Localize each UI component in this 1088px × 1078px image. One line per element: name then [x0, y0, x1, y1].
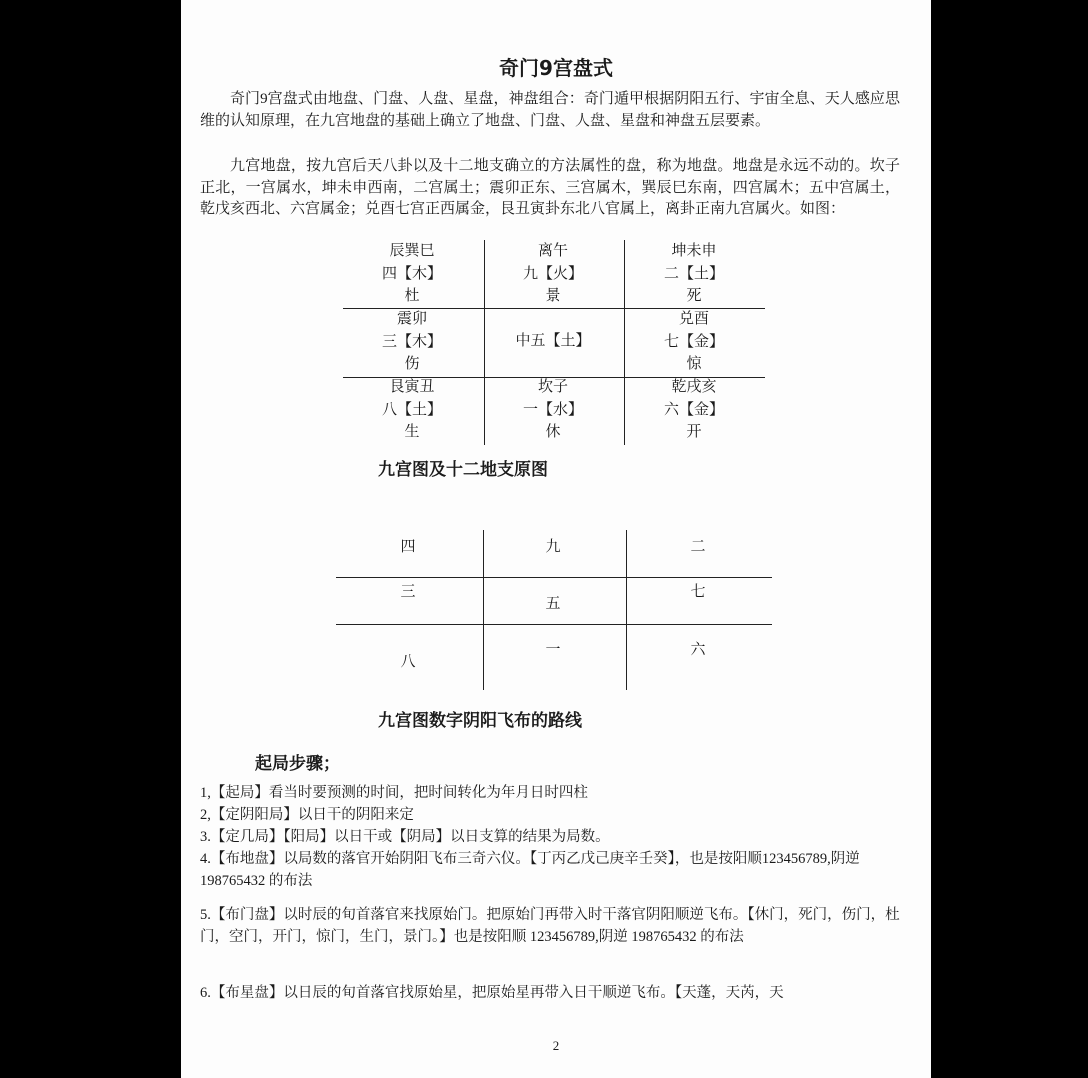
grid-divider: [483, 530, 484, 690]
palace-cell: [634, 376, 754, 444]
step-item: 1,【起局】看当时要预测的时间，把时间转化为年月日时四柱: [200, 785, 588, 801]
grid-divider: [626, 530, 627, 690]
palace-number: 四: [400, 539, 416, 555]
palace-door: 死: [686, 288, 702, 304]
palace-door: 生: [404, 424, 420, 440]
palace-cell: [352, 308, 472, 376]
palace-number-element: 一【水】: [522, 401, 583, 418]
palace-cell: [634, 308, 754, 376]
palace-cell: [634, 240, 754, 308]
step-item: 3.【定几局】【阳局】以日干或【阴局】以日支算的结果为局数。: [200, 829, 610, 845]
palace-cell: [352, 240, 472, 308]
grid-divider: [484, 240, 485, 445]
paragraph-earth-plate: 九宫地盘，按九宫后天八卦以及十二地支确立的方法属性的盘，称为地盘。地盘是永远不动的。坎子正北，一宫属水，坤未申西南，二宫属土；震卯正东、三宫属木，巽辰巳东南，四宫属木；五中宫属土，乾戊亥西北、六宫属金；兑酉七宫正西属金，艮丑寅卦东北八官属上，离卦正南九宫属火。如图：: [200, 158, 900, 217]
palace-number: 三: [400, 584, 416, 600]
palace-number-element: 九【火】: [522, 265, 583, 282]
palace-cell: [493, 240, 613, 308]
palace-branches: 震卯: [396, 311, 427, 327]
palace-door: 伤: [404, 356, 420, 372]
palace-number: 二: [690, 539, 706, 555]
palace-number-element: 二【土】: [663, 265, 724, 282]
page-title: 奇门9宫盘式: [499, 56, 613, 80]
palace-cell: [352, 376, 472, 444]
step-item: 5.【布门盘】以时辰的旬首落官来找原始门。把原始门再带入时干落官阴阳顺逆飞布。【休门，死门，伤门，杜门，空门，开门，惊门，生门，景门。】也是按阳顺 123456789,阴逆 198765432 的布法: [200, 907, 900, 945]
palace-number-element: 六【金】: [663, 401, 724, 418]
step-item: 6.【布星盘】以日辰的旬首落官找原始星，把原始星再带入日干顺逆飞布。【天蓬，天芮，天: [200, 985, 784, 1001]
step-item: 2,【定阴阳局】以日干的阴阳来定: [200, 807, 414, 823]
table-caption: 九宫图及十二地支原图: [378, 460, 548, 480]
palace-branches: 离午: [537, 243, 568, 259]
palace-door: 开: [686, 424, 702, 440]
palace-door: 休: [545, 424, 561, 440]
palace-branches: 辰巽巳: [389, 243, 435, 259]
grid-divider: [336, 577, 772, 578]
palace-number: 八: [400, 654, 416, 670]
palace-branches: 艮寅丑: [389, 379, 435, 395]
palace-door: 惊: [686, 356, 702, 372]
palace-cell: [493, 376, 613, 444]
palace-number: 九: [545, 539, 561, 555]
palace-door: 杜: [404, 288, 420, 304]
palace-branches: 乾戌亥: [671, 379, 717, 395]
page-number: 2: [552, 1038, 560, 1053]
steps-heading: 起局步骤；: [255, 754, 340, 774]
paragraph-intro: 奇门9宫盘式由地盘、门盘、人盘、星盘，神盘组合：奇门遁甲根据阴阳五行、宇宙全息、天人感应思维的认知原理，在九宫地盘的基础上确立了地盘、门盘、人盘、星盘和神盘五层要素。: [200, 91, 900, 129]
palace-number-element: 四【木】: [381, 265, 442, 282]
palace-number: 六: [690, 642, 706, 658]
grid-divider: [624, 240, 625, 445]
document-page: [181, 0, 931, 1078]
palace-number: 一: [545, 642, 561, 658]
step-item: 4.【布地盘】以局数的落官开始阴阳飞布三奇六仪。【丁丙乙戊己庚辛壬癸】，也是按阳顺123456789,阴逆 198765432 的布法: [200, 851, 860, 889]
palace-number-element: 八【土】: [381, 401, 442, 418]
palace-door: 景: [545, 288, 561, 304]
palace-branches: 坤未申: [671, 243, 717, 259]
palace-number-element: 七【金】: [663, 333, 724, 350]
palace-number-element: 中五【土】: [515, 333, 591, 349]
diagram-caption: 九宫图数字阴阳飞布的路线: [378, 711, 582, 731]
grid-divider: [336, 624, 772, 625]
palace-cell: [493, 330, 613, 353]
palace-number: 五: [545, 596, 561, 612]
palace-number-element: 三【木】: [381, 333, 442, 350]
palace-branches: 兑酉: [678, 311, 709, 327]
palace-branches: 坎子: [537, 379, 568, 395]
palace-number: 七: [690, 584, 706, 600]
